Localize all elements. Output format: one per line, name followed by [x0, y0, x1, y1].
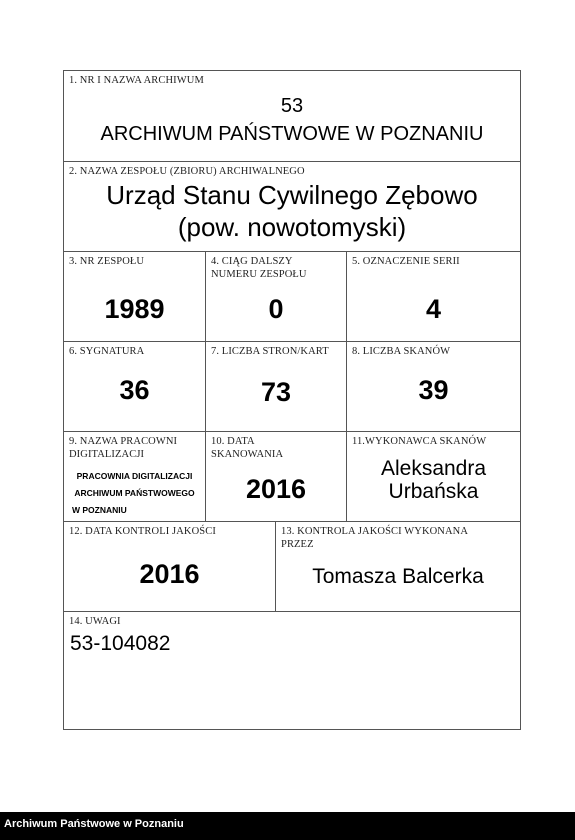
archive-record-form [63, 70, 521, 730]
scanner-label: 11.WYKONAWCA SKANÓW [352, 436, 487, 447]
lab-value-line3: W POZNANIU [72, 505, 127, 515]
fonds-continuation-value: 0 [268, 294, 284, 324]
pages-value: 73 [260, 377, 292, 407]
fonds-name-cell [64, 162, 520, 252]
lab-label-line2: DIGITALIZACJI [69, 449, 145, 460]
fonds-number-cell [64, 252, 206, 342]
scan-date-cell [206, 432, 347, 522]
scanner-first-name: Aleksandra [380, 457, 487, 480]
qc-date-cell [64, 522, 276, 612]
fonds-continuation-cell [206, 252, 347, 342]
scan-date-label-line2: SKANOWANIA [211, 449, 284, 460]
qc-by-value: Tomasza Balcerka [312, 565, 484, 588]
scanner-value [347, 457, 520, 503]
lab-value-line2: ARCHIWUM PAŃSTWOWEGO [74, 488, 195, 498]
scans-cell [347, 342, 520, 432]
series-cell [347, 252, 520, 342]
qc-by-label-line1: 13. KONTROLA JAKOŚCI WYKONANA [281, 526, 469, 537]
signature-cell [64, 342, 206, 432]
scanner-cell [347, 432, 520, 522]
archive-number: 53 [280, 95, 304, 117]
archive-name: ARCHIWUM PAŃSTWOWE W POZNANIU [100, 123, 484, 145]
scan-date-label [211, 435, 283, 461]
lab-value [64, 468, 205, 519]
signature-label: 6. SYGNATURA [69, 346, 145, 357]
lab-label-line1: 9. NAZWA PRACOWNI [69, 436, 178, 447]
qc-by-label [281, 525, 468, 551]
notes-value: 53-104082 [70, 632, 171, 655]
fonds-name-line2: (pow. nowotomyski) [177, 212, 407, 242]
fonds-number-label: 3. NR ZESPOŁU [69, 256, 145, 267]
scan-date-label-line1: 10. DATA [211, 436, 255, 447]
lab-cell [64, 432, 206, 522]
fonds-continuation-label-line2: NUMERU ZESPOŁU [211, 269, 307, 280]
series-label: 5. OZNACZENIE SERII [352, 256, 460, 267]
fonds-continuation-label-line1: 4. CIĄG DALSZY [211, 256, 293, 267]
scanner-last-name: Urbańska [388, 480, 479, 503]
archive-label: 1. NR I NAZWA ARCHIWUM [69, 75, 204, 86]
notes-label: 14. UWAGI [69, 616, 121, 627]
pages-cell [206, 342, 347, 432]
scan-date-value: 2016 [245, 474, 307, 504]
footer-bar [0, 812, 575, 840]
fonds-continuation-label [211, 255, 307, 281]
scans-label: 8. LICZBA SKANÓW [352, 346, 451, 357]
footer-text: Archiwum Państwowe w Poznaniu [4, 818, 184, 830]
lab-value-line1: PRACOWNIA DIGITALIZACJI [76, 471, 193, 481]
fonds-number-value: 1989 [104, 294, 165, 324]
archive-cell [64, 71, 520, 162]
scans-value: 39 [418, 375, 449, 405]
qc-date-value: 2016 [139, 559, 200, 589]
fonds-name-label: 2. NAZWA ZESPOŁU (ZBIORU) ARCHIWALNEGO [69, 166, 305, 177]
qc-by-label-line2: PRZEZ [281, 539, 314, 550]
lab-label [69, 435, 177, 461]
series-value: 4 [425, 294, 442, 324]
notes-cell [64, 612, 520, 729]
pages-label: 7. LICZBA STRON/KART [211, 346, 329, 357]
fonds-name-line1: Urząd Stanu Cywilnego Zębowo [106, 180, 478, 210]
qc-date-label: 12. DATA KONTROLI JAKOŚCI [69, 526, 216, 537]
qc-by-cell [276, 522, 520, 612]
signature-value: 36 [119, 375, 150, 405]
